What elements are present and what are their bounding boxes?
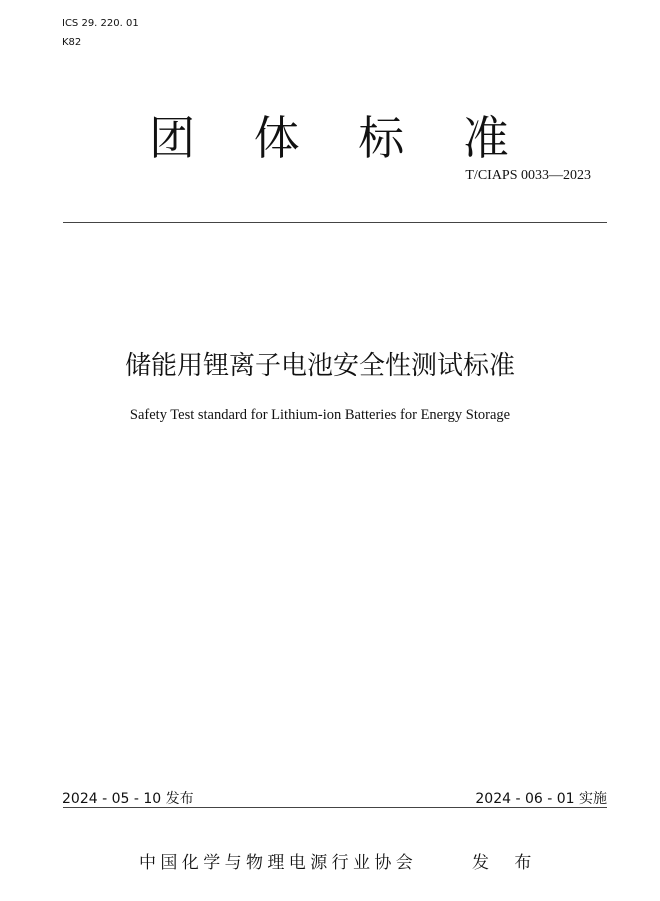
top-divider [63,222,607,223]
ccs-code: K82 [62,37,82,48]
title-chinese: 储能用锂离子电池安全性测试标准 [124,351,515,381]
title-english: Safety Test standard for Lithium-ion Batteries for Energy Storage [129,407,511,423]
bottom-divider [63,807,607,808]
publisher-name: 中国化学与物理电源行业协会 [139,853,418,873]
standard-number: T/CIAPS 0033—2023 [465,168,591,183]
ics-code: ICS 29. 220. 01 [62,18,139,29]
issue-label: 发 布 [472,853,542,873]
publish-date: 2024 - 05 - 10 发布 [62,791,194,807]
document-type-heading: 团 体 标 准 [149,111,531,165]
effective-date: 2024 - 06 - 01 实施 [475,791,607,807]
